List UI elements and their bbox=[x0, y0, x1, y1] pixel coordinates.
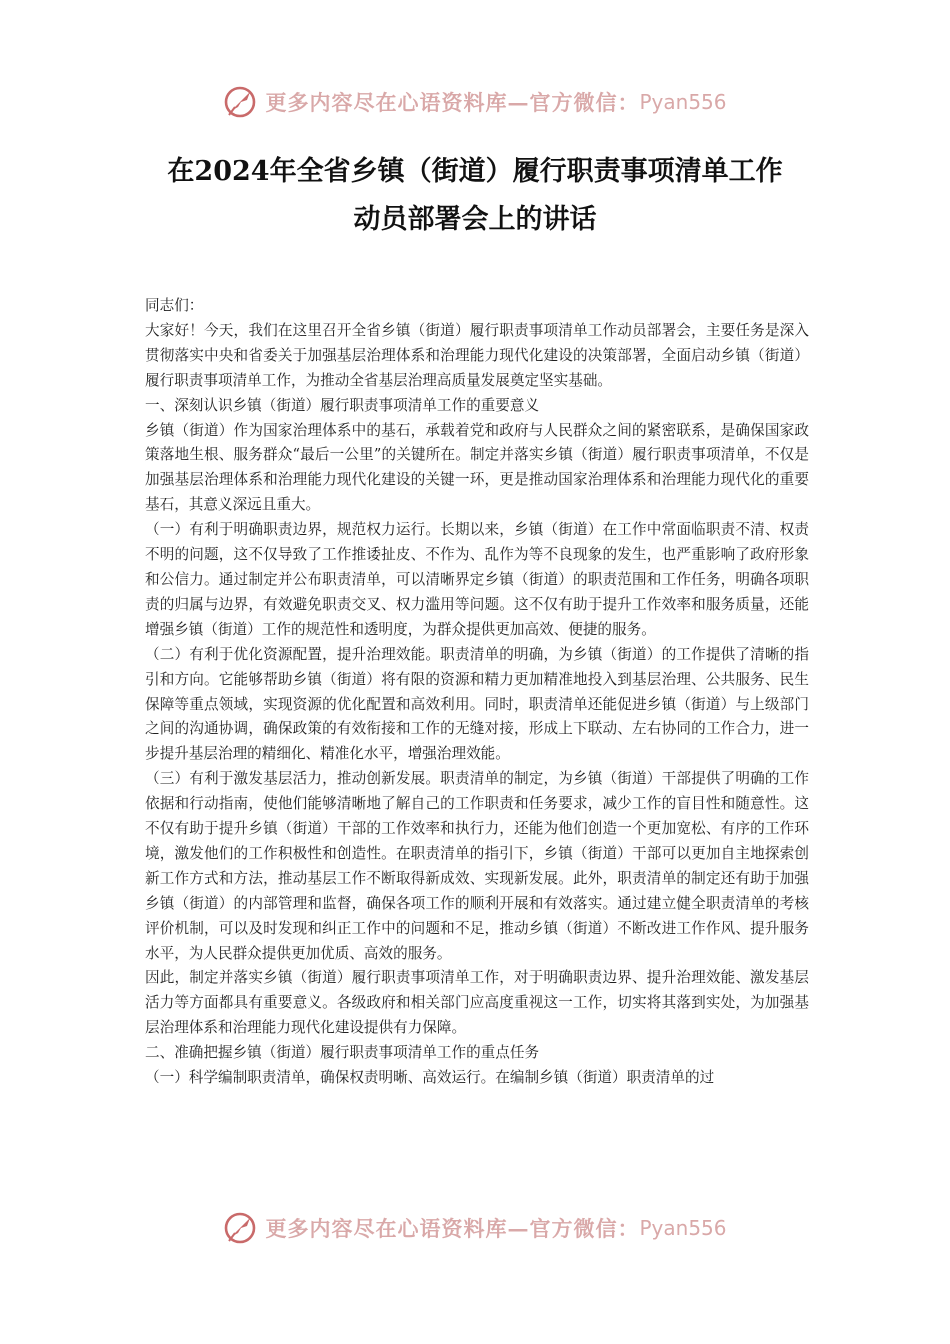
paragraph: （三）有利于激发基层活力，推动创新发展。职责清单的制定，为乡镇（街道）干部提供了明确的工作依据和行动指南，使他们能够清晰地了解自己的工作职责和任务要求，减少工作的盲目性和随意性。这不仅有助于提升乡镇（街道）干部的工作效率和执行力，还能为他们创造一个更加宽松、有序的工作环境，激发他们的工作积极性和创造性。在职责清单的指引下，乡镇（街道）干部可以更加自主地探索创新工作方式和方法，推动基层工作不断取得新成效、实现新发展。此外，职责清单的制定还有助于加强乡镇（街道）的内部管理和监督，确保各项工作的顺利开展和有效落实。通过建立健全职责清单的考核评价机制，可以及时发现和纠正工作中的问题和不足，推动乡镇（街道）不断改进工作作风、提升服务水平，为人民群众提供更加优质、高效的服务。 bbox=[145, 770, 809, 962]
watermark-wechat-id: Pyan556 bbox=[639, 90, 727, 114]
paragraph: 因此，制定并落实乡镇（街道）履行职责事项清单工作，对于明确职责边界、提升治理效能、激发基层活力等方面都具有重要意义。各级政府和相关部门应高度重视这一工作，切实将其落到实处，为加强基层治理体系和治理能力现代化建设提供有力保障。 bbox=[145, 969, 809, 1037]
watermark-banner-top bbox=[0, 82, 950, 122]
watermark-text: 更多内容尽在心语资料库—官方微信： bbox=[265, 1216, 640, 1241]
quill-seal-icon bbox=[223, 1211, 257, 1245]
paragraph: （一）有利于明确职责边界，规范权力运行。长期以来，乡镇（街道）在工作中常面临职责不清、权责不明的问题，这不仅导致了工作推诿扯皮、不作为、乱作为等不良现象的发生，也严重影响了政府形象和公信力。通过制定并公布职责清单，可以清晰界定乡镇（街道）的职责范围和工作任务，明确各项职责的归属与边界，有效避免职责交叉、权力滥用等问题。这不仅有助于提升工作效率和服务质量，还能增强乡镇（街道）工作的规范性和透明度，为群众提供更加高效、便捷的服务。 bbox=[145, 521, 809, 638]
watermark-text: 更多内容尽在心语资料库—官方微信： bbox=[265, 90, 640, 115]
paragraph-opening: 大家好！今天，我们在这里召开全省乡镇（街道）履行职责事项清单工作动员部署会，主要任务是深入贯彻落实中央和省委关于加强基层治理体系和治理能力现代化建设的决策部署，全面启动乡镇（街道）履行职责事项清单工作，为推动全省基层治理高质量发展奠定坚实基础。 bbox=[145, 321, 809, 389]
document-body bbox=[145, 294, 809, 1091]
paragraph: （二）有利于优化资源配置，提升治理效能。职责清单的明确，为乡镇（街道）的工作提供了清晰的指引和方向。它能够帮助乡镇（街道）将有限的资源和精力更加精准地投入到基层治理、公共服务、民生保障等重点领域，实现资源的优化配置和高效利用。同时，职责清单还能促进乡镇（街道）与上级部门之间的沟通协调，确保政策的有效衔接和工作的无缝对接，形成上下联动、左右协同的工作合力，进一步提升基层治理的精细化、精准化水平，增强治理效能。 bbox=[145, 645, 809, 763]
title-line-2: 动员部署会上的讲话 bbox=[353, 204, 597, 235]
paragraph: 乡镇（街道）作为国家治理体系中的基石，承载着党和政府与人民群众之间的紧密联系，是确保国家政策落地生根、服务群众“最后一公里”的关键所在。制定并落实乡镇（街道）履行职责事项清单，不仅是加强基层治理体系和治理能力现代化建设的关键一环，更是推动国家治理体系和治理能力现代化的重要基石，其意义深远且重大。 bbox=[145, 421, 809, 514]
document-title bbox=[0, 148, 950, 244]
watermark-wechat-id: Pyan556 bbox=[639, 1216, 727, 1240]
salutation: 同志们： bbox=[145, 297, 204, 314]
section-heading-2: 二、准确把握乡镇（街道）履行职责事项清单工作的重点任务 bbox=[145, 1044, 540, 1062]
quill-seal-icon bbox=[223, 85, 257, 119]
title-line-1: 在2024年全省乡镇（街道）履行职责事项清单工作 bbox=[167, 156, 783, 187]
watermark-banner-bottom bbox=[0, 1208, 950, 1248]
paragraph: （一）科学编制职责清单，确保权责明晰、高效运行。在编制乡镇（街道）职责清单的过 bbox=[145, 1069, 715, 1087]
section-heading-1: 一、深刻认识乡镇（街道）履行职责事项清单工作的重要意义 bbox=[145, 396, 540, 414]
